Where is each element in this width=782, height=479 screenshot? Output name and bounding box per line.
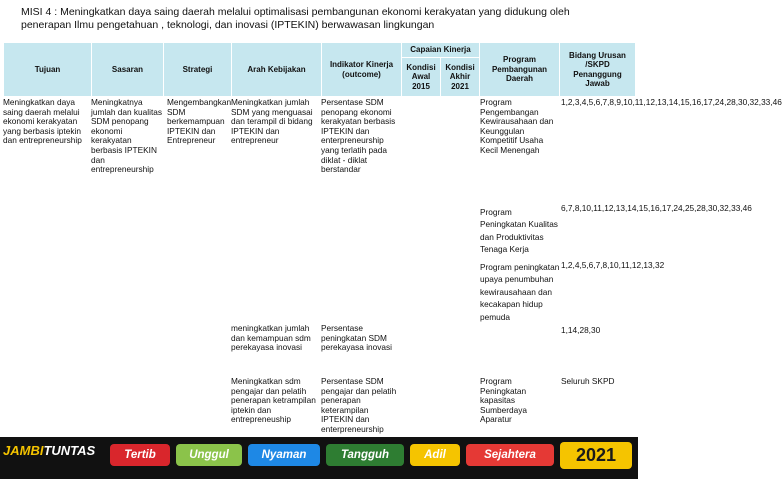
header-tujuan: Tujuan xyxy=(4,43,92,97)
pill-sejahtera: Sejahtera xyxy=(466,444,554,466)
cell-indikator-3: Persentase SDM pengajar dan pelatih penerapan keterampilan IPTEKIN dan enterpreneurship xyxy=(321,376,397,434)
pill-adil: Adil xyxy=(410,444,460,466)
cell-bidang-2: 6,7,8,10,11,12,13,14,15,16,17,24,25,28,30,32,33,46 xyxy=(561,203,752,213)
footer-banner xyxy=(0,437,638,479)
jambi-tuntas-logo xyxy=(3,443,95,458)
pill-tangguh: Tangguh xyxy=(326,444,404,466)
cell-bidang-4: 1,14,28,30 xyxy=(561,325,601,335)
cell-arah-kebijakan-2: meningkatkan jumlah dan kemampuan sdm perekayasa inovasi xyxy=(231,323,311,353)
cell-program-4: Program Peningkatan kapasitas Sumberdaya Aparatur xyxy=(480,376,528,425)
pill-tertib: Tertib xyxy=(110,444,170,466)
cell-arah-kebijakan-1: Meningkatkan jumlah SDM yang menguasai dan terampil di bidang IPTEKIN dan entrepreneur xyxy=(231,97,313,146)
cell-indikator-2: Persentase peningkatan SDM perekayasa inovasi xyxy=(321,323,393,353)
header-capaian-kinerja: Capaian Kinerja xyxy=(402,43,480,58)
logo-tuntas: TUNTAS xyxy=(43,443,96,458)
cell-program-3: Program peningkatan upaya penumbuhan kewirausahaan dan kecakapan hidup pemuda xyxy=(480,262,560,322)
cell-program-1: Program Pengembangan Kewirausahaan dan Keunggulan Kompetitif Usaha Kecil Menengah xyxy=(480,97,554,155)
header-kondisi-awal: Kondisi Awal 2015 xyxy=(402,58,441,97)
cell-sasaran: Meningkatnya jumlah dan kualitas SDM penopang ekonomi kerakyatan berbasis IPTEKIN dan entrepreneurship xyxy=(91,97,163,175)
pill-nyaman: Nyaman xyxy=(248,444,320,466)
page-title: MISI 4 : Meningkatkan daya saing daerah melalui optimalisasi pembangunan ekonomi kerakyatan yang didukung oleh penerapan Ilmu pengetahuan , teknologi, dan inovasi (IPTEKIN) berwawasan lingkungan xyxy=(21,6,570,31)
header-sasaran: Sasaran xyxy=(92,43,164,97)
cell-arah-kebijakan-3: Meningkatkan sdm pengajar dan pelatih penerapan ketrampilan iptekin dan entrepreneuship xyxy=(231,376,316,425)
cell-bidang-1: 1,2,3,4,5,6,7,8,9,10,11,12,13,14,15,16,17,24,28,30,32,33,46 xyxy=(561,97,782,107)
header-program: Program Pembangunan Daerah xyxy=(480,43,560,97)
cell-bidang-5: Seluruh SKPD xyxy=(561,376,615,386)
logo-jambi: JAMBI xyxy=(3,443,44,458)
header-indikator-kinerja: Indikator Kinerja (outcome) xyxy=(322,43,402,97)
pill-unggul: Unggul xyxy=(176,444,242,466)
cell-program-2: Program Peningkatan Kualitas dan Produktivitas Tenaga Kerja xyxy=(480,207,558,255)
cell-tujuan: Meningkatkan daya saing daerah melalui ekonomi kerakyatan yang berbasis iptekin dan entrepreneurship xyxy=(3,97,82,146)
header-strategi: Strategi xyxy=(164,43,232,97)
year-badge: 2021 xyxy=(560,442,632,469)
rpjmd-table-header xyxy=(3,42,636,97)
header-arah-kebijakan: Arah Kebijakan xyxy=(232,43,322,97)
header-bidang-urusan: Bidang Urusan /SKPD Penanggung Jawab xyxy=(560,43,636,97)
table-body xyxy=(3,97,782,434)
cell-strategi: Mengembangkan SDM berkemampuan IPTEKIN dan Entrepreneur xyxy=(167,97,232,146)
cell-bidang-3: 1,2,4,5,6,7,8,10,11,12,13,32 xyxy=(561,260,665,270)
header-kondisi-akhir: Kondisi Akhir 2021 xyxy=(441,58,480,97)
cell-indikator-1: Persentase SDM penopang ekonomi kerakyatan berbasis IPTEKIN dan enterpreneurship yang terlatih pada diklat - diklat berstandar xyxy=(321,97,396,175)
